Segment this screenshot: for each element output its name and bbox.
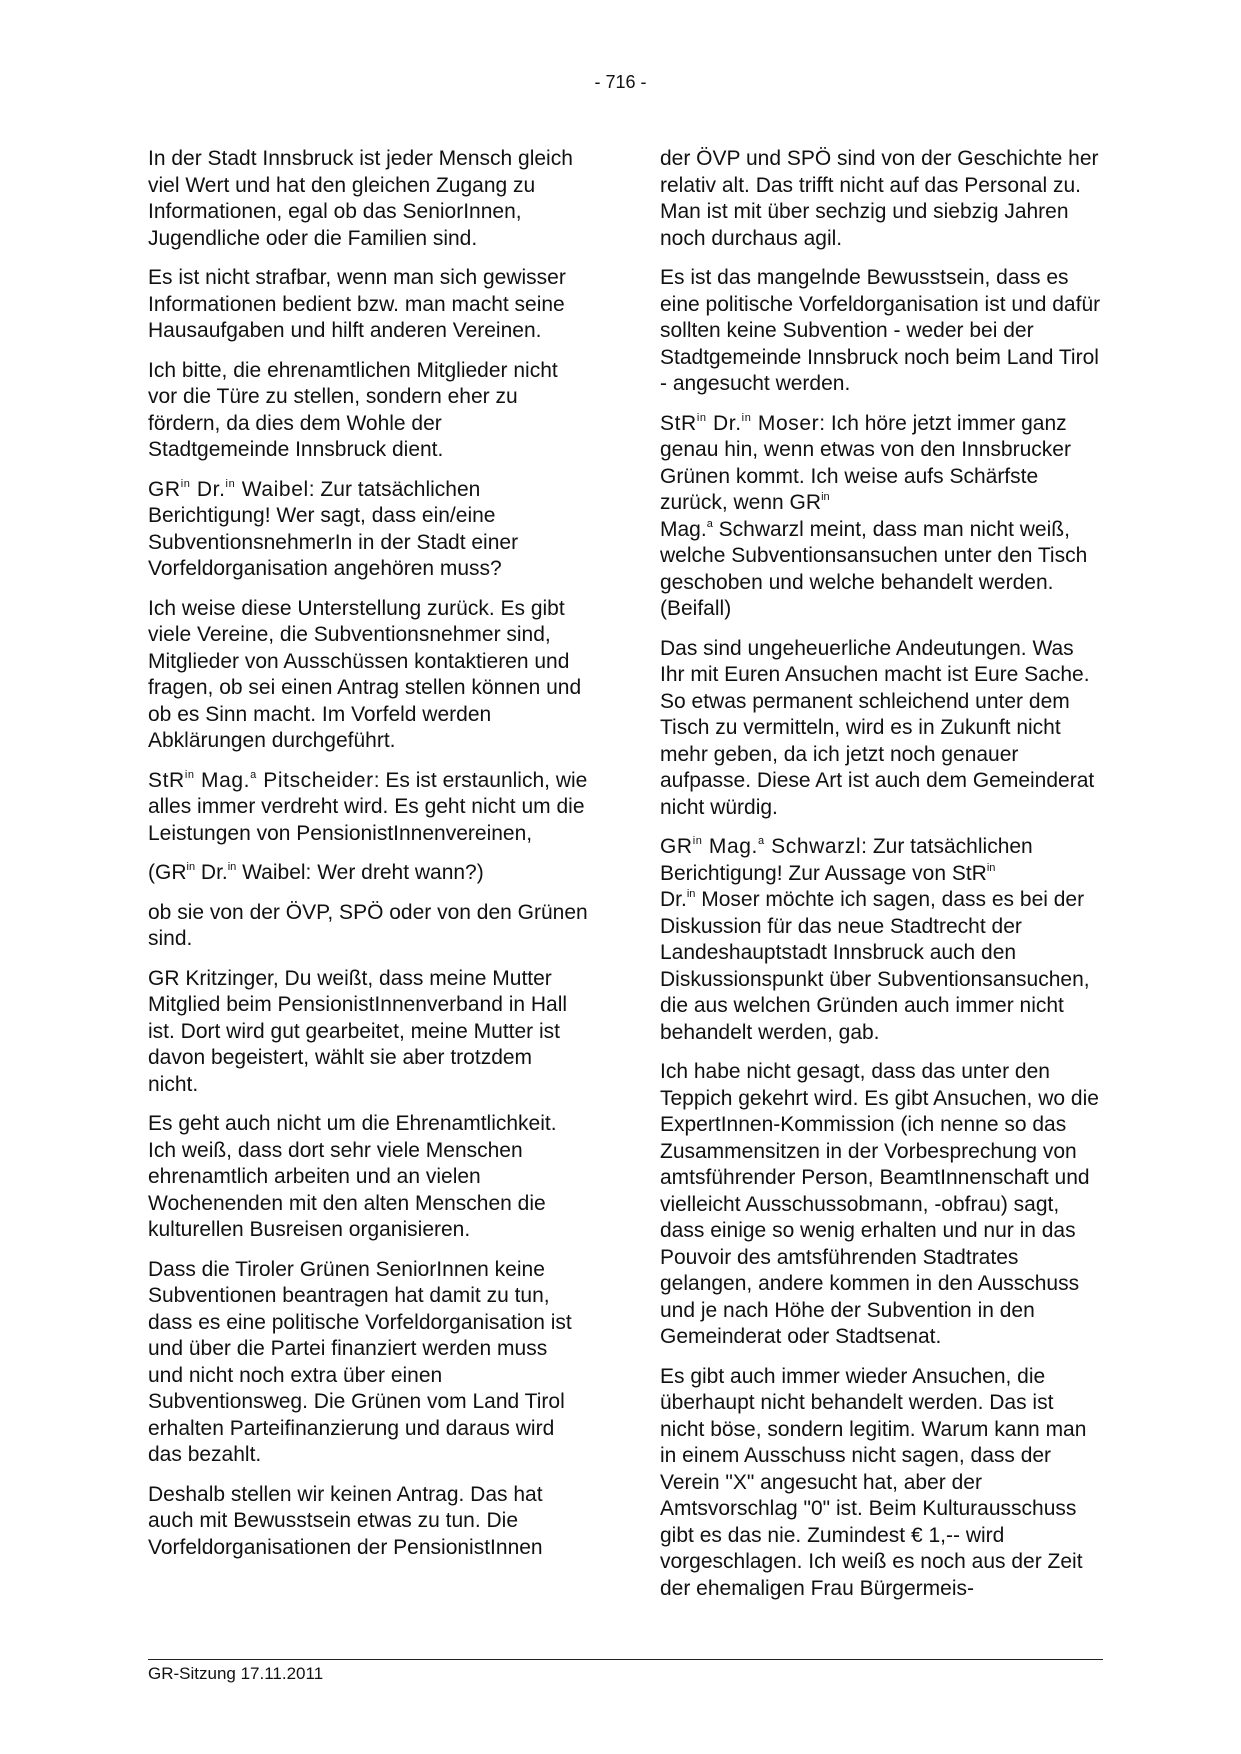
speaker-name: $GR^{in}$ Dr.$^{in}$ Waibel [148, 477, 309, 501]
speech-paragraph: $GR^{in}$ Dr.$^{in}$ Waibel: Zur tatsächlichen Berichtigung! Wer sagt, dass ein/eine SubventionsnehmerIn in der Stadt einer Vorfeldorganisation angehören muss? [148, 477, 519, 580]
paragraph: Es gibt auch immer wieder Ansuchen, die überhaupt nicht behandelt werden. Das ist nicht böse, sondern legitim. Warum kann man in einem Ausschuss nicht sagen, dass der Verein "X" angesucht hat, aber der Amtsvorschlag "0" ist. Beim Kulturausschuss gibt es das nie. Zumindest € 1,-- wird vorgeschlagen. Ich weiß es noch aus der Zeit der ehemaligen Frau Bürgermeis- [660, 1364, 1087, 1600]
paragraph: Ich weise diese Unterstellung zurück. Es gibt viele Vereine, die Subventionsnehmer sind, Mitglieder von Ausschüssen kontaktieren und fragen, ob sei einen Antrag stellen können und ob es Sinn macht. Im Vorfeld werden Abklärungen durchgeführt. [148, 596, 582, 752]
paragraph: In der Stadt Innsbruck ist jeder Mensch gleich viel Wert und hat den gleichen Zugang zu Informationen, egal ob das SeniorInnen, Jugendliche oder die Familien sind. [148, 147, 573, 250]
left-column [148, 146, 588, 1574]
footer-session-date: GR-Sitzung 17.11.2011 [148, 1664, 324, 1683]
footer-divider [148, 1659, 1103, 1660]
interjection: ($GR^{in}$ Dr.$^{in}$ Waibel: Wer dreht wann?) [148, 861, 484, 884]
paragraph: Ich habe nicht gesagt, dass das unter den Teppich gekehrt wird. Es gibt Ansuchen, wo die ExpertInnen-Kommission (ich nenne so das Zusammensitzen in der Vorbesprechung von amtsführender Person, BeamtInnenschaft und vielleicht Ausschussobmann, -obfrau) sagt, dass einige so wenig erhalten und nur in das Pouvoir des amtsführenden Stadtrates gelangen, andere kommen in den Ausschuss und je nach Höhe der Subvention in den Gemeinderat oder Stadtsenat. [660, 1060, 1099, 1348]
speech-paragraph: StR$^{in}$ Mag.$^a$ Pitscheider: Es ist erstaunlich, wie alles immer verdreht wird. Es geht nicht um die Leistungen von PensionistInnenvereinen, [148, 768, 588, 845]
paragraph: GR Kritzinger, Du weißt, dass meine Mutter Mitglied beim PensionistInnenverband in Hall ist. Dort wird gut gearbeitet, meine Mutter ist davon begeistert, wählt sie aber trotzdem nicht. [148, 966, 568, 1096]
paragraph: Es ist das mangelnde Bewusstsein, dass es eine politische Vorfeldorganisation ist und dafür sollten keine Subvention - weder bei der Stadtgemeinde Innsbruck noch beim Land Tirol - angesucht werden. [660, 266, 1101, 395]
speech-paragraph: StR$^{in}$ Dr.$^{in}$ Moser: Ich höre jetzt immer ganz genau hin, wenn etwas von den Innsbrucker Grünen kommt. Ich weise aufs Schärfste zurück, wenn $GR^{in}$ Mag.$^a$ Schwarzl meint, dass man nicht weiß, welche Subventionsansuchen unter den Tisch geschoben und welche behandelt werden. (Beifall) [660, 411, 1088, 620]
right-column [660, 146, 1102, 1615]
speaker-name: StR$^{in}$ Mag.$^a$ Pitscheider [148, 768, 374, 792]
paragraph: der ÖVP und SPÖ sind von der Geschichte her relativ alt. Das trifft nicht auf das Personal zu. Man ist mit über sechzig und siebzig Jahren noch durchaus agil. [660, 147, 1099, 250]
paragraph: Deshalb stellen wir keinen Antrag. Das hat auch mit Bewusstsein etwas zu tun. Die Vorfeldorganisationen der PensionistInnen [148, 1482, 543, 1559]
speaker-name: $GR^{in}$ Mag.$^a$ Schwarzl [660, 835, 862, 858]
paragraph: ob sie von der ÖVP, SPÖ oder von den Grünen sind. [148, 900, 588, 950]
paragraph: Es geht auch nicht um die Ehrenamtlichkeit. Ich weiß, dass dort sehr viele Menschen ehrenamtlich arbeiten und an vielen Wochenenden mit den alten Menschen die kulturellen Busreisen organisieren. [148, 1112, 557, 1241]
speech-paragraph: $GR^{in}$ Mag.$^a$ Schwarzl: Zur tatsächlichen Berichtigung! Zur Aussage von StR$^{in}$ Dr.$^{in}$ Moser möchte ich sagen, dass es bei der Diskussion für das neue Stadtrecht der Landeshauptstadt Innsbruck auch den Diskussionspunkt über Subventionsansuchen, die aus welchen Gründen auch immer nicht behandelt werden, gab. [660, 835, 1090, 1044]
page-number: - 716 - [594, 72, 647, 92]
paragraph: Ich bitte, die ehrenamtlichen Mitglieder nicht vor die Türe zu stellen, sondern eher zu fördern, da dies dem Wohle der Stadtgemeinde Innsbruck dient. [148, 358, 558, 461]
paragraph: Dass die Tiroler Grünen SeniorInnen keine Subventionen beantragen hat damit zu tun, dass es eine politische Vorfeldorganisation ist und über die Partei finanziert werden muss und nicht noch extra über einen Subventionsweg. Die Grünen vom Land Tirol erhalten Parteifinanzierung und daraus wird das bezahlt. [148, 1257, 572, 1466]
paragraph: Es ist nicht strafbar, wenn man sich gewisser Informationen bedient bzw. man macht seine Hausaufgaben und hilft anderen Vereinen. [148, 266, 566, 342]
paragraph: Das sind ungeheuerliche Andeutungen. Was Ihr mit Euren Ansuchen macht ist Eure Sache. So etwas permanent schleichend unter dem Tisch zu vermitteln, wird es in Zukunft nicht mehr geben, da ich jetzt noch genauer aufpasse. Diese Art ist auch dem Gemeinderat nicht würdig. [660, 636, 1095, 819]
speaker-name: StR$^{in}$ Dr.$^{in}$ Moser [660, 411, 820, 435]
